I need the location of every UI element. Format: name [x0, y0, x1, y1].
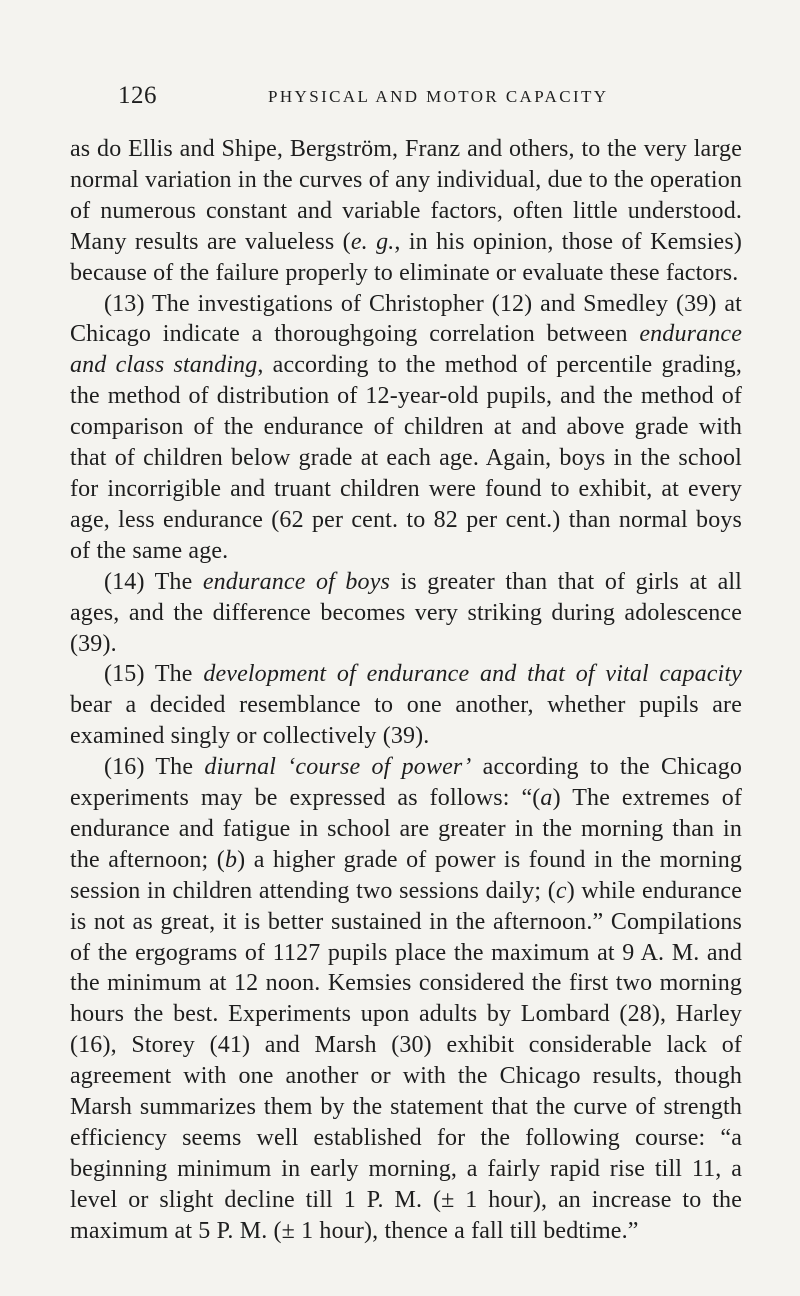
text-span: (14) The — [104, 568, 203, 595]
text-span: as do Ellis and Shipe, Bergström, Franz and others, to the very large normal variation in the curves of any individual, due to the operation of numerous constant and variable factors, often little understood. Many results are valueless ( — [70, 136, 742, 255]
text-span: is greater than that of girls at all ages, and the difference becomes very striking during adolescence (39). — [70, 568, 743, 657]
text-span: ) while endurance is not as great, it is better sustained in the afternoon.” Compilations of the ergograms of 1127 pupils place the maximum at 9 A. M. and the minimum at 12 noon. Kemsies considered the first two morning hours the best. Experiments upon adults by Lombard (28), Harley (16), Storey (41) and Marsh (30) exhibit considerable lack of agreement with one another or with the Chicago results, though Marsh summarizes them by the statement that the curve of strength efficiency seems well established for the following course: “a beginning minimum in early morning, a fairly rapid rise till 11, a level or slight decline till 1 P. M. (± 1 hour), an increase to the maximum at 5 P. M. (± 1 hour), thence a fall till bedtime.” — [70, 877, 742, 1244]
italic-span: endurance of boys — [202, 568, 391, 595]
text-span: ) The extremes of endurance and fatigue in school are greater in the morning than in the afternoon; ( — [70, 785, 742, 873]
text-span: according to the Chicago experiments may be expressed as follows: “( — [70, 754, 743, 812]
italic-span: a — [540, 785, 553, 812]
body-text — [70, 134, 742, 1247]
text-span: , in his opinion, those of Kemsies) because of the failure properly to eliminate or evaluate these factors. — [70, 228, 742, 286]
italic-span: endurance and class standing — [70, 321, 742, 379]
running-head — [118, 82, 738, 112]
text-span: ) a higher grade of power is found in the morning session in children attending two sessions daily; ( — [70, 846, 743, 904]
paragraph-continuation — [70, 134, 742, 289]
italic-span: c — [555, 877, 567, 904]
text-span: , according to the method of percentile grading, the method of distribution of 12-year-old pupils, and the method of comparison of the endurance of children at and above grade with that of children below grade at each age. Again, boys in the school for incorrigible and truant children were found to exhibit, at every age, less endurance (62 per cent. to 82 per cent.) than normal boys of the same age. — [70, 352, 742, 564]
paragraph-14 — [70, 567, 742, 660]
page-number: 126 — [118, 82, 157, 109]
text-span: (13) The investigations of Christopher (12) and Smedley (39) at Chicago indicate a thoroughgoing correlation between — [70, 290, 742, 348]
italic-span: development of endurance and that of vital capacity — [203, 661, 742, 688]
paragraph-15 — [70, 659, 742, 752]
text-span: (15) The — [104, 661, 204, 688]
text-span: bear a decided resemblance to one another, whether pupils are examined singly or collectively (39). — [70, 692, 742, 750]
paragraph-13 — [70, 289, 742, 567]
paragraph-16 — [70, 752, 742, 1247]
text-span: (16) The — [104, 754, 205, 781]
italic-span: e. g. — [350, 228, 395, 255]
italic-span: diurnal ‘course of power’ — [204, 754, 472, 781]
running-title: PHYSICAL AND MOTOR CAPACITY — [268, 87, 609, 106]
italic-span: b — [224, 846, 238, 873]
